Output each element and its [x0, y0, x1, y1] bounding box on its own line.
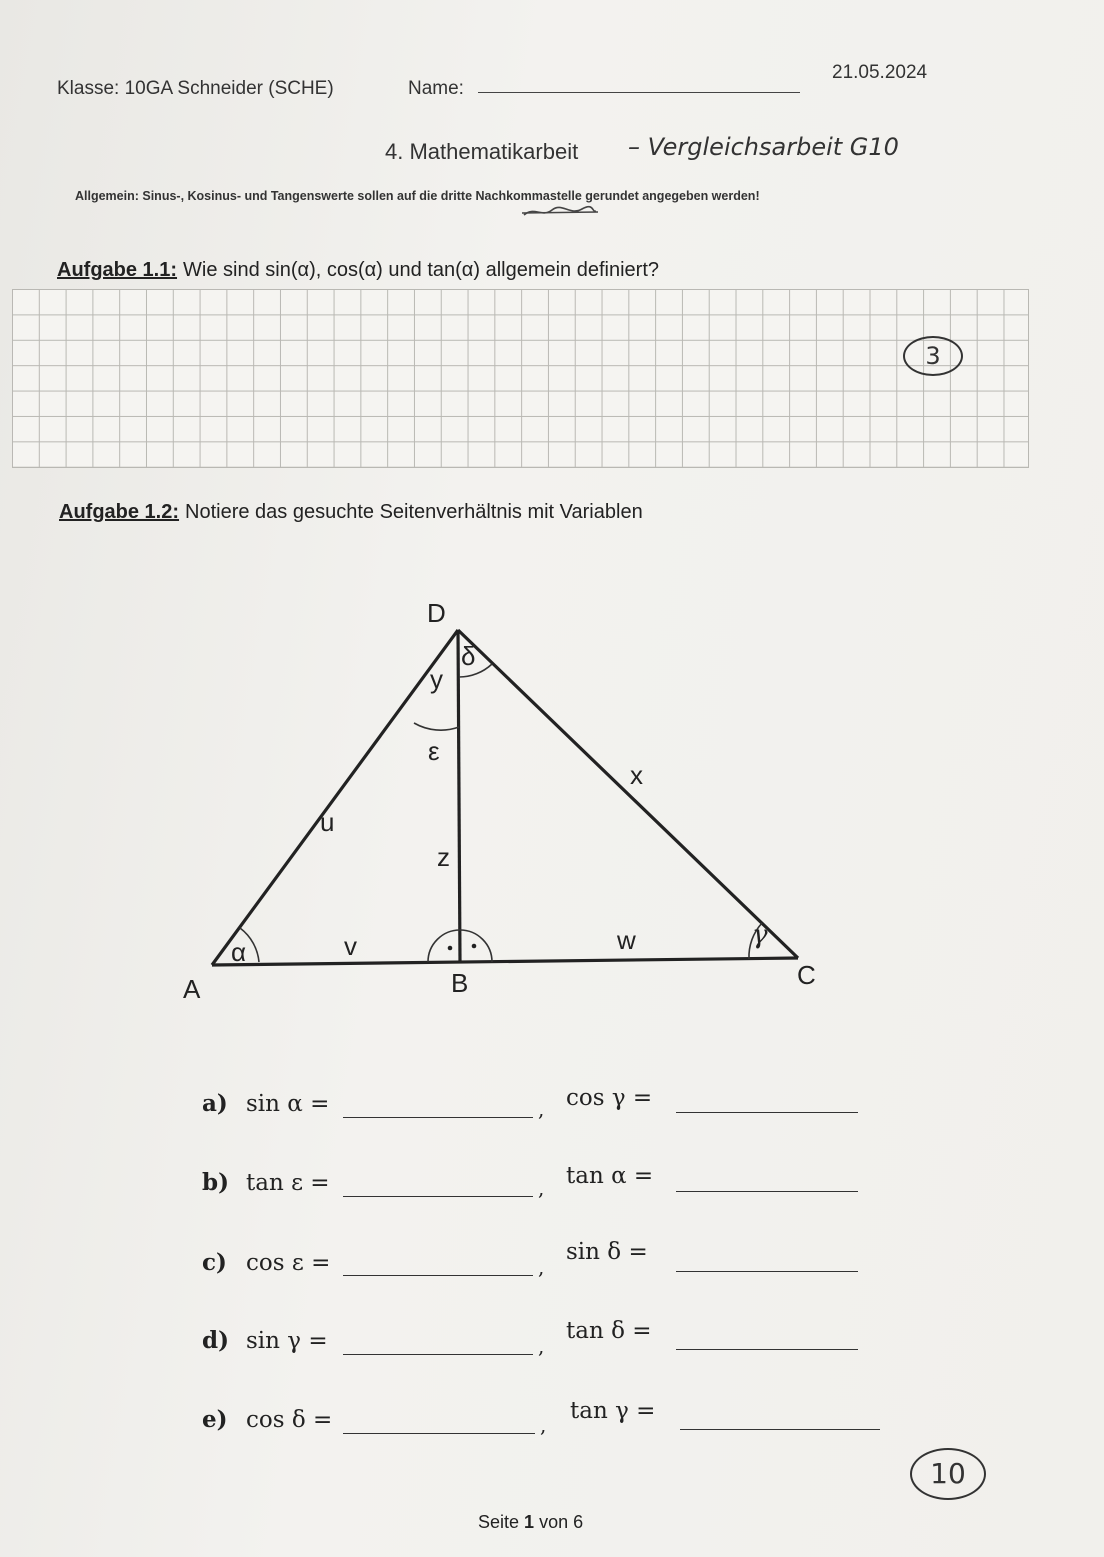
right-angle-dot-right: [472, 944, 477, 949]
question-a-right: cos γ =: [566, 1085, 653, 1111]
answer-blank-c-right[interactable]: [676, 1270, 858, 1272]
question-c-right: sin δ =: [566, 1239, 648, 1265]
side-label-z: z: [437, 842, 450, 872]
answer-blank-d-right[interactable]: [676, 1348, 858, 1350]
triangle-side-ad: [212, 630, 458, 965]
answer-blank-d-left[interactable]: [343, 1353, 533, 1355]
side-label-w: w: [617, 925, 636, 955]
answer-blank-a-right[interactable]: [676, 1111, 858, 1113]
angle-label-epsilon: ε: [428, 736, 440, 766]
question-a-left: sin α =: [246, 1091, 330, 1117]
answer-blank-b-right[interactable]: [676, 1190, 858, 1192]
angle-label-gamma: γ: [752, 920, 768, 950]
question-d-right: tan δ =: [566, 1318, 652, 1344]
question-a: a) sin α =: [202, 1090, 330, 1117]
task-1-2-label: Aufgabe 1.2:: [59, 501, 180, 523]
triangle-side-dc: [458, 630, 798, 958]
vertex-a: A: [183, 974, 201, 1004]
triangle-height-db: [458, 630, 460, 962]
triangle-side-ac: [212, 958, 798, 965]
task-1-2-text: Notiere das gesuchte Seitenverhältnis mit Variablen: [185, 501, 643, 523]
answer-blank-a-left[interactable]: [343, 1116, 533, 1118]
angle-label-delta: δ: [461, 641, 476, 671]
page-footer: Seite 1 von 6: [478, 1512, 584, 1532]
task-1-1-text: Wie sind sin(α), cos(α) und tan(α) allgemein definiert?: [183, 259, 660, 281]
answer-blank-e-right[interactable]: [680, 1428, 880, 1430]
general-instructions: Allgemein: Sinus-, Kosinus- und Tangenswerte sollen auf die dritte Nachkommastelle gerundet angegeben werden!: [75, 189, 760, 203]
handwritten-title-note: – Vergleichsarbeit G10: [628, 133, 899, 161]
right-angle-dot-left: [448, 946, 453, 951]
name-label: Name:: [408, 78, 464, 99]
worksheet-page: Klasse: 10GA Schneider (SCHE) Name: 21.05.2024 4. Mathematikarbeit – Vergleichsarbeit G10 Allgemein: Sinus-, Kosinus- und Tangenswerte sollen auf die dritte Nachkommastelle gerundet angegeben werden! Aufgabe 1.1: Wie sind sin(α), cos(α) und tan(α) allgemein definiert? 3 Aufgabe 1.2: Notiere das gesuchte Seitenverhältnis mit Variablen A B C D u v w x y z α γ δ ε a) sin α = , cos γ = b) tan ε = , tan α = c) cos ε = , sin δ = d) sin γ = , tan δ = e) cos δ = , tan γ = 10 Seite 1 von 6: [0, 0, 1104, 1557]
question-e-right: tan γ =: [570, 1398, 656, 1424]
question-c: c) cos ε =: [202, 1249, 331, 1276]
answer-blank-b-left[interactable]: [343, 1195, 533, 1197]
vertex-c: C: [797, 960, 816, 990]
class-label: Klasse: 10GA Schneider (SCHE): [57, 78, 334, 99]
answer-blank-e-left[interactable]: [343, 1432, 535, 1434]
side-label-y: y: [430, 664, 443, 694]
question-b-left: tan ε =: [246, 1170, 330, 1196]
points-badge-total: 10: [910, 1448, 986, 1500]
question-c-left: cos ε =: [246, 1250, 331, 1276]
task-1-1-label: Aufgabe 1.1:: [57, 259, 178, 281]
answer-blank-c-left[interactable]: [343, 1274, 533, 1276]
angle-arc-epsilon: [414, 723, 459, 730]
points-badge-task-1-1: 3: [903, 336, 963, 376]
angle-label-alpha: α: [231, 937, 247, 967]
date: 21.05.2024: [832, 62, 928, 83]
exam-title: 4. Mathematikarbeit: [385, 139, 579, 164]
side-label-v: v: [344, 931, 357, 961]
question-e: e) cos δ =: [202, 1406, 333, 1433]
question-e-left: cos δ =: [246, 1407, 333, 1433]
vertex-d: D: [427, 598, 446, 628]
question-b-right: tan α =: [566, 1163, 654, 1189]
question-d: d) sin γ =: [202, 1327, 328, 1354]
question-b: b) tan ε =: [202, 1169, 330, 1196]
question-d-left: sin γ =: [246, 1328, 328, 1354]
vertex-b: B: [451, 968, 469, 998]
side-label-x: x: [630, 760, 643, 790]
side-label-u: u: [320, 807, 335, 837]
